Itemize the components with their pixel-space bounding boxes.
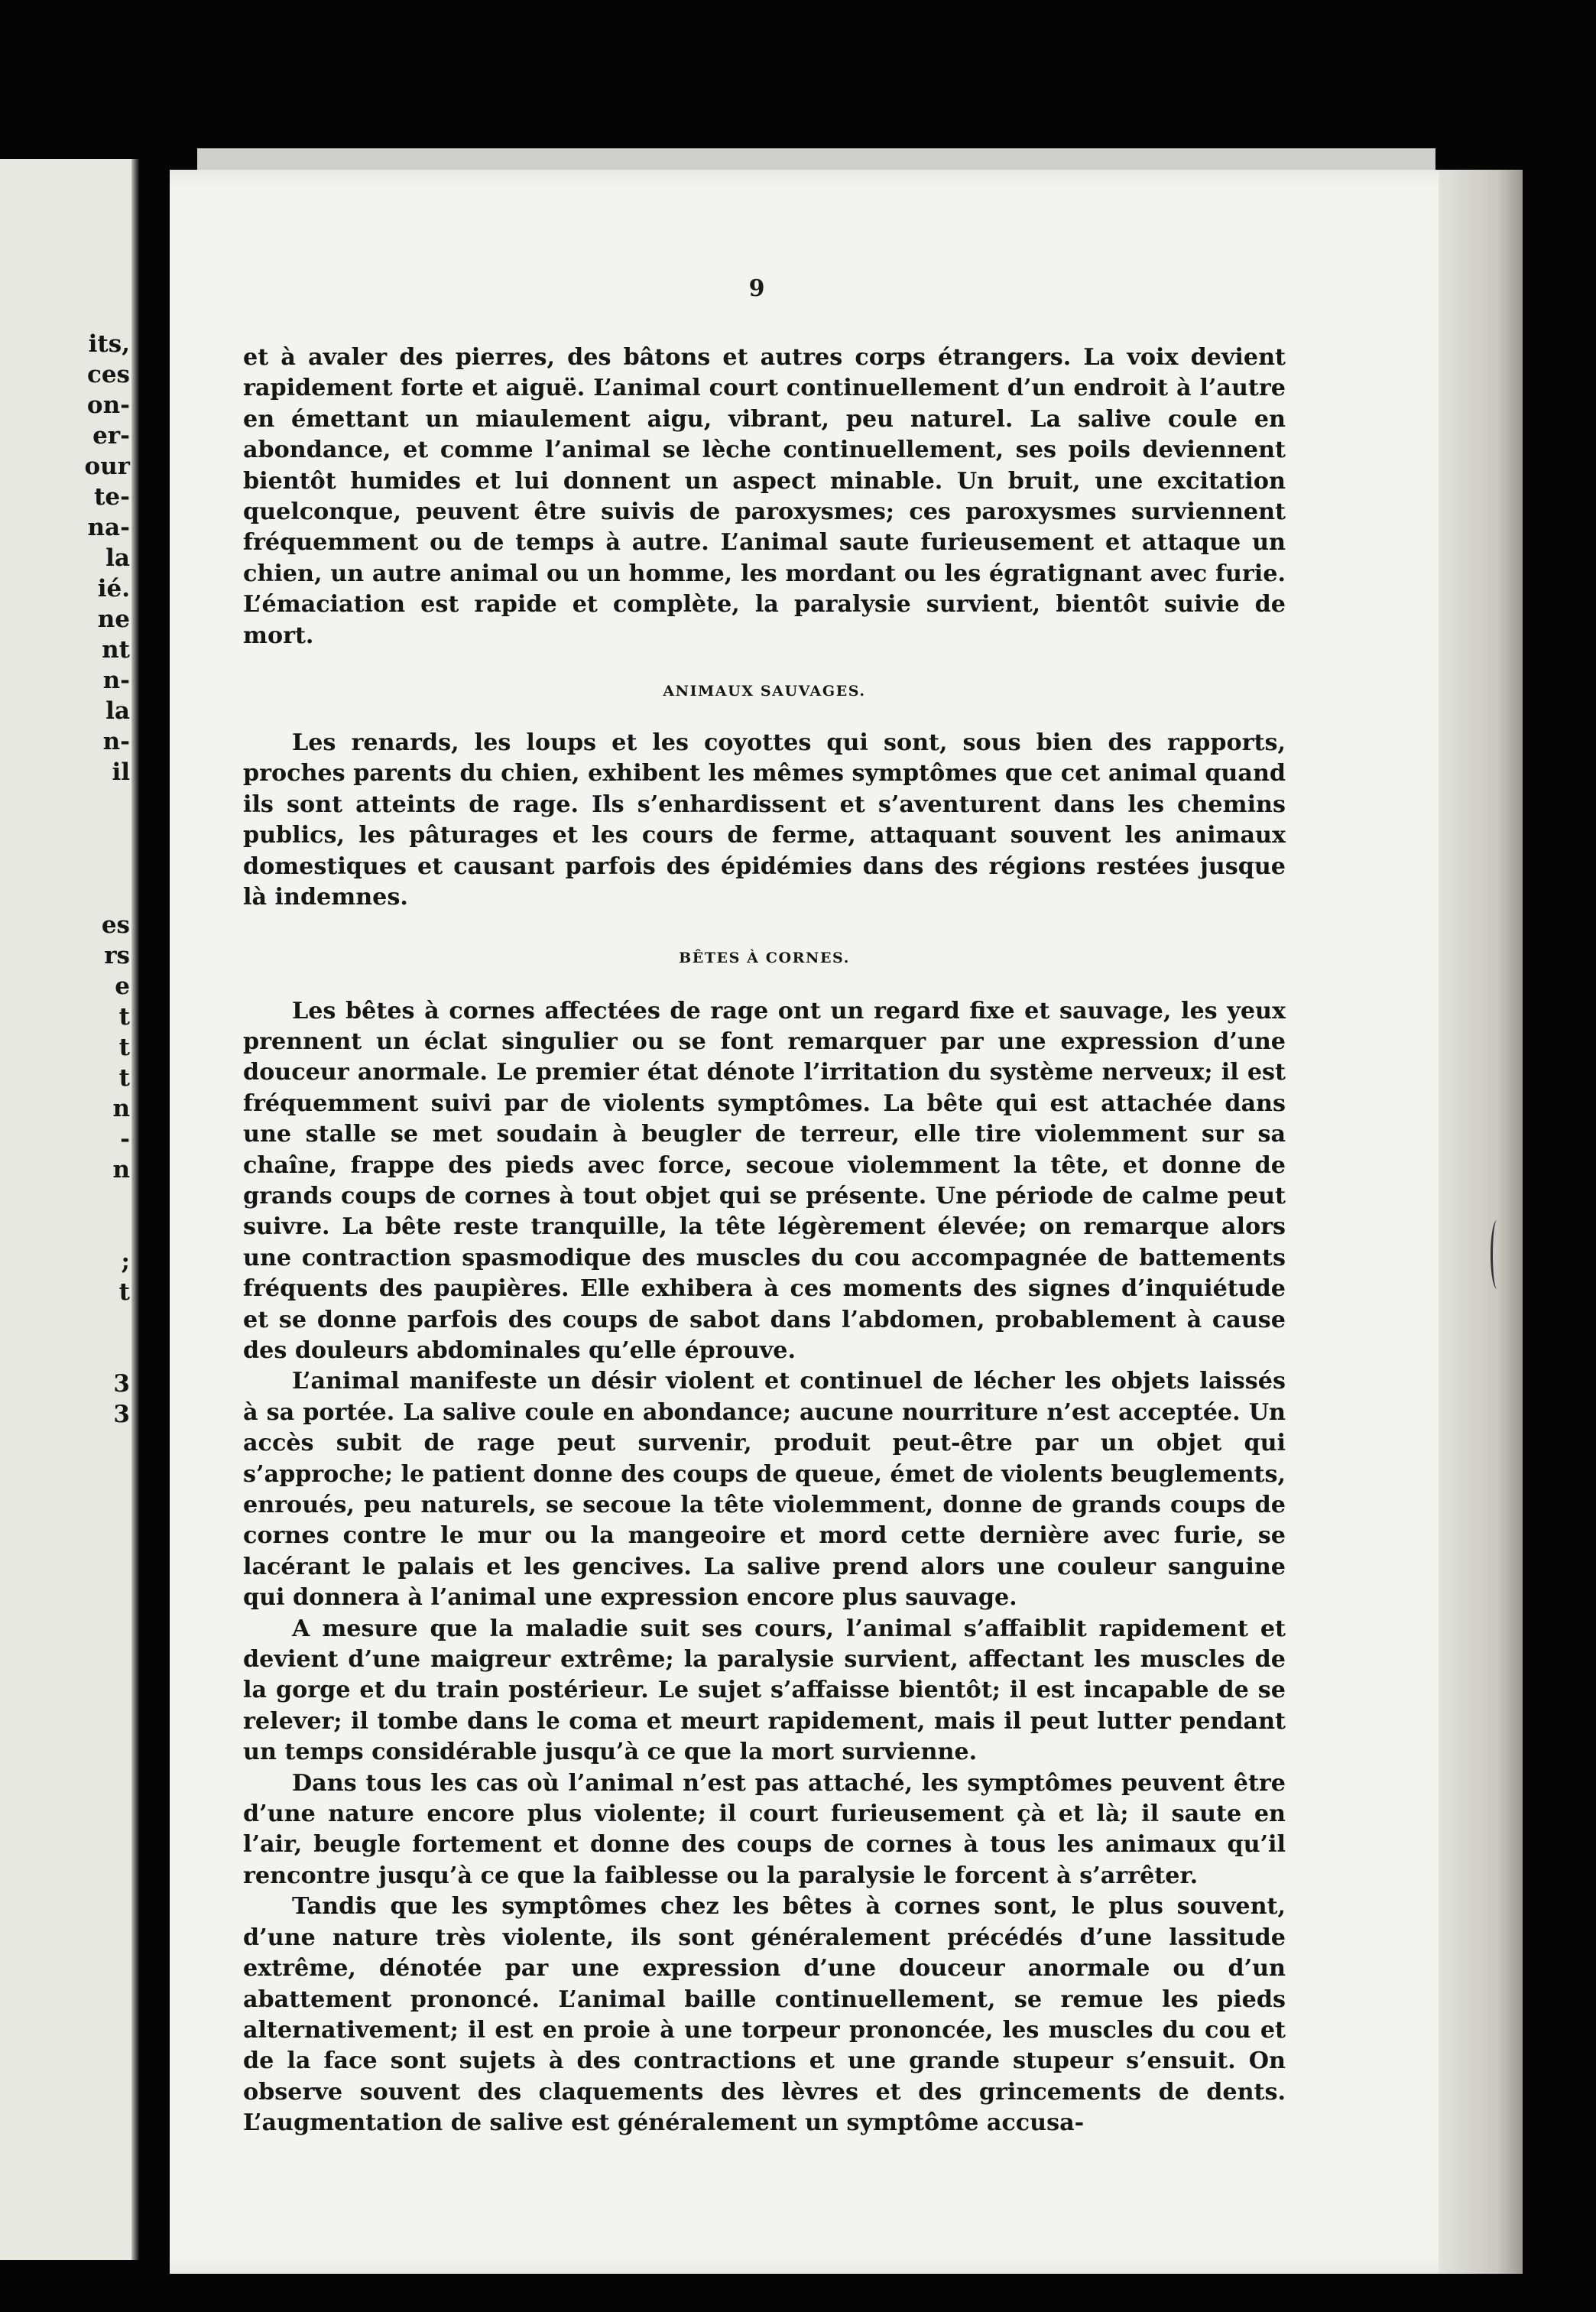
left-page-fragments-bottom: es rs e t t t n - n ; t 3 3 [101, 911, 130, 1428]
section-heading-animaux-sauvages: ANIMAUX SAUVAGES. [663, 683, 866, 700]
page-gutter-shadow [131, 159, 139, 2260]
margin-mark [1491, 1220, 1504, 1289]
opening-paragraph: et à avaler des pierres, des bâtons et autres corps étrangers. La voix devient rapidement forte et aiguë. L’animal court continuellement d’un endroit à l’autre en émettant un miaulement aigu, vibrant, peu naturel. La salive coule en abondance, et comme l’animal se lèche continuellement, ses poils deviennent bientôt humides et lui donnent un aspect minable. Un bruit, une excitation quelconque, peuvent être suivis de paroxysmes; ces paroxysmes surviennent fréquemment ou de temps à autre. L’animal saute furieusement et attaque un chien, un autre animal ou un homme, les mordant ou les égratignant avec furie. L’émaciation est rapide et complète, la paralysie survient, bientôt suivie de mort. [243, 344, 1286, 649]
section-heading-betes-a-cornes: BÊTES À CORNES. [679, 949, 850, 966]
page-right-edge [1439, 170, 1523, 2274]
paragraph-betes-2: L’animal manifeste un désir violent et continuel de lécher les objets laissés à sa portée. La salive coule en abondance; aucune nourriture n’est acceptée. Un accès subit de rage peut survenir, produit peut-être par un objet qui s’approche; le patient donne des coups de queue, émet de violents beuglements, enroués, peu naturels, se secoue la tête violemment, donne de grands coups de cornes contre le mur ou la mangeoire et mord cette dernière avec furie, se lacérant le palais et les gencives. La salive prend alors une couleur sanguine qui donnera à l’animal une expression encore plus sauvage. [243, 1368, 1286, 1612]
paragraph-betes-5: Tandis que les symptômes chez les bêtes à cornes sont, le plus souvent, d’une nature très violente, ils sont généralement précédés d’une lassitude extrême, dénotée par une expression d’une douceur anormale ou d’un abattement prononcé. L’animal baille continuellement, se remue les pieds alternativement; il est en proie à une torpeur prononcée, les muscles du cou et de la face sont sujets à des contractions et une grande stupeur s’ensuit. On observe souvent des claquements des lèvres et des grincements de dents. L’augmentation de salive est généralement un symptôme accusa- [243, 1893, 1286, 2137]
paragraph-betes-1: Les bêtes à cornes affectées de rage ont un regard fixe et sauvage, les yeux prennent un éclat singulier ou se font remarquer par une expression d’une douceur anormale. Le premier état dénote l’irritation du système nerveux; il est fréquemment suivi par de violents symptômes. La bête qui est attachée dans une stalle se met soudain à beugler de terreur, elle tire violemment sur sa chaîne, frappe des pieds avec force, secoue violemment la tête, et donne de grands coups de cornes à tout objet qui se présente. Une période de calme peut suivre. La bête reste tranquille, la tête légèrement élevée; on remarque alors une contraction spasmodique des muscles du cou accompagnée de battements fréquents des paupières. Elle exhibera à ces moments des signes d’inquiétude et se donne parfois des coups de sabot dans l’abdomen, probablement à cause des douleurs abdominales qu’elle éprouve. [243, 997, 1286, 1364]
body-text [243, 343, 1286, 2139]
page-number: 9 [748, 275, 765, 302]
paragraph-betes-4: Dans tous les cas où l’animal n’est pas attaché, les symptômes peuvent être d’une nature encore plus violente; il court furieusement çà et là; il saute en l’air, beugle fortement et donne des coups de cornes à tous les animaux qu’il rencontre jusqu’à ce que la faiblesse ou la paralysie le forcent à s’arrêter. [243, 1769, 1286, 1889]
left-page-fragments-top: its, ces on- er- our te- na- la ié. ne nt n- la n- il [84, 330, 130, 786]
paragraph-animaux-sauvages: Les renards, les loups et les coyottes qui sont, sous bien des rapports, proches parents du chien, exhibent les mêmes symptômes que cet animal quand ils sont atteints de rage. Ils s’enhardissent et s’aventurent dans les chemins publics, les pâturages et les cours de ferme, attaquant souvent les animaux domestiques et causant parfois des épidémies dans des régions restées jusque là indemnes. [243, 729, 1286, 911]
paragraph-betes-3: A mesure que la maladie suit ses cours, l’animal s’affaiblit rapidement et devient d’une maigreur extrême; la paralysie survient, affectant les muscles de la gorge et du train postérieur. Le sujet s’affaisse bientôt; il est incapable de se relever; il tombe dans le coma et meurt rapidement, mais il peut lutter pendant un temps considérable jusqu’à ce que la mort survienne. [243, 1615, 1286, 1766]
